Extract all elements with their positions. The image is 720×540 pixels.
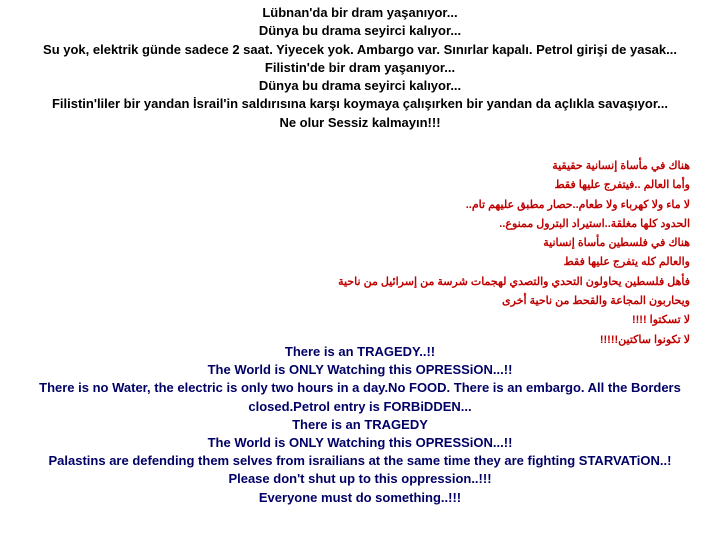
english-line: Please don't shut up to this oppression..!!! bbox=[228, 471, 492, 487]
english-line: The World is ONLY Watching this OPRESSiON...!! bbox=[207, 362, 513, 378]
english-line: The World is ONLY Watching this OPRESSiON...!! bbox=[207, 435, 513, 451]
arabic-line: ويحاربون المجاعة والقحط من ناحية أخرى bbox=[502, 295, 690, 308]
turkish-line: Ne olur Sessiz kalmayın!!! bbox=[279, 114, 441, 130]
english-line: Everyone must do something..!!! bbox=[258, 489, 462, 505]
arabic-line: الحدود كلها مغلقة..استيراد البترول ممنوع.. bbox=[499, 217, 690, 230]
turkish-line: Filistin'de bir dram yaşanıyor... bbox=[264, 59, 456, 75]
turkish-line: Lübnan'da bir dram yaşanıyor... bbox=[262, 5, 458, 20]
arabic-line: لا ماء ولا كهرباء ولا طعام..حصار مطبق عليهم تام.. bbox=[465, 198, 690, 211]
english-line: There is no Water, the electric is only two hours in a day.No FOOD. There is an embargo. All the Borders closed.Petrol entry is FORBiDDEN... bbox=[39, 380, 681, 414]
arabic-line: والعالم كله يتفرج عليها فقط bbox=[563, 256, 690, 269]
english-line: Palastins are defending them selves from israilians at the same time they are fighting STARVATiON..! bbox=[48, 453, 672, 469]
arabic-line: لا تكونوا ساكتين!!!!! bbox=[599, 333, 690, 346]
arabic-line: فأهل فلسطين يحاولون التحدي والتصدي لهجمات شرسة من إسرائيل من ناحية bbox=[338, 275, 690, 288]
turkish-text-block bbox=[0, 4, 720, 132]
turkish-line: Su yok, elektrik günde sadece 2 saat. Yiyecek yok. Ambargo var. Sınırlar kapalı. Petrol girişi de yasak... bbox=[43, 41, 677, 57]
arabic-text-block bbox=[300, 157, 690, 350]
turkish-line: Dünya bu drama seyirci kalıyor... bbox=[258, 78, 462, 94]
arabic-line: هناك في فلسطين مأساة إنسانية bbox=[543, 237, 690, 250]
arabic-line: هناك في مأساة إنسانية حقيقية bbox=[552, 160, 690, 172]
english-text-block bbox=[0, 343, 720, 507]
arabic-line: وأما العالم ..فيتفرج عليها فقط bbox=[554, 179, 690, 192]
english-line: There is an TRAGEDY bbox=[292, 416, 428, 432]
arabic-line: لا تسكتوا !!!! bbox=[631, 314, 690, 327]
english-line: There is an TRAGEDY..!! bbox=[284, 344, 436, 359]
turkish-line: Dünya bu drama seyirci kalıyor... bbox=[258, 23, 462, 39]
turkish-line: Filistin'liler bir yandan İsrail'in saldırısına karşı koymaya çalışırken bir yandan da açlıkla savaşıyor... bbox=[51, 96, 669, 112]
